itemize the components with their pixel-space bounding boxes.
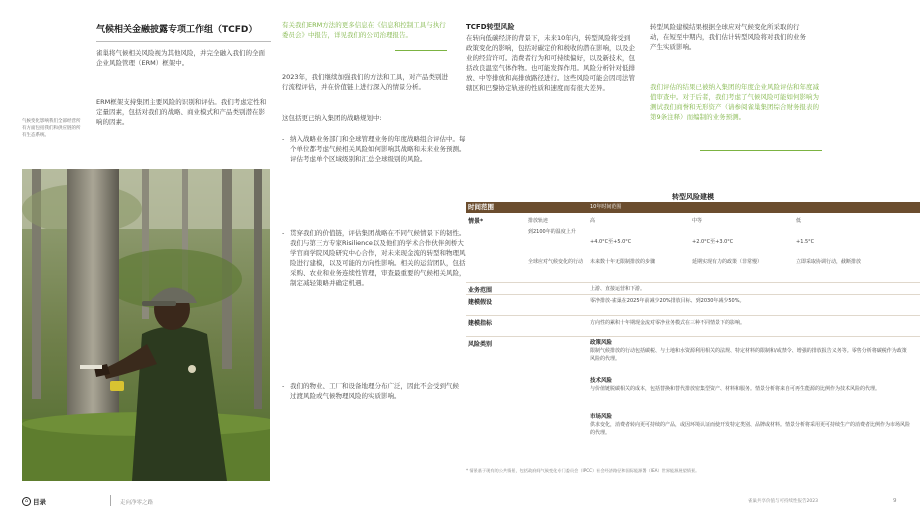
transition-result-paragraph: 转型风险建模结果根据全球应对气候变化所采取的行动，在短至中期内，我们估计转型风险将对我们的业务产生实质影响。: [650, 23, 806, 51]
row-label: 建模指标: [468, 320, 493, 327]
table-row-modeling: [466, 295, 920, 316]
sidebar-note: 气候变化影响我们全部经营所有方面包括我们和供应链的所有生态系统。: [22, 119, 81, 138]
bullet-dash: -: [282, 382, 285, 390]
modeling-value: 零净排放-雀巢在2025年前减少20%排放目标、到2030年减少50%。: [590, 298, 745, 304]
bullet-dash: -: [282, 229, 285, 237]
impairment-note[interactable]: 我们评估的结果已被纳入集团的年度企业风险评估和年度减值审查中。对于后者，我们考虑了气候风险可能如何影响为测试我们商誉和无形资产（请参阅雀巢集团综合财务报表的第9条注释）而编制的业务预测。: [650, 83, 819, 121]
erm-reference-note[interactable]: 有关我们ERM方法的更多信息在《信息和控制工具与执行委员会》中报告，详见我们的公司治理报告。: [282, 21, 446, 39]
section-title: 气候相关金融披露专项工作组（TCFD）: [96, 22, 271, 42]
table-row-scenario: [466, 214, 920, 283]
market-risk-body: 供求变化，消费者转向更可持续的产品，或因环境认证而使开发特定类别、品牌或材料。情景分析将采用更可持续生产的消费者比例作为市场风险的代理。: [590, 422, 911, 436]
business-scope-value: 上游、直接运营和下游。: [590, 286, 646, 292]
row-label: 业务范围: [468, 287, 493, 294]
bullet-2-text: 贯穿我们的价值链，评估集团战略在不同气候情景下的韧性。我们与第三方专家Risilience以及他们的学术合作伙伴剑桥大学官商学院风险研究中心合作，对未来现金流的转型和物理风险进行建模，以及可能的方向性影响。相关的运营团队，包括采购、农业和业务连续性管理，审查最重要的气候相关风险，制定减轻策略并确定机遇。: [290, 229, 466, 287]
green-underline: [395, 50, 447, 51]
action-low: 立即采取协调行动，截断排放: [796, 259, 862, 265]
table-row-category: [466, 337, 920, 459]
row-label: 情景*: [468, 218, 484, 225]
emission-medium: 中等: [692, 218, 703, 224]
bullet-3-text: 我们的物业、工厂和设备地理分布广泛，因此不会受到气候过渡风险或气候物理风险的实质影响。: [290, 382, 459, 400]
action-high: 未来数十年无限制排放的步骤: [590, 259, 656, 265]
erm-paragraph: ERM框架支持集团主要风险的识别和评估。我们考虑定性和定量因素，包括对我们的战略、商业模式和产品类别潜在影响的因素。: [96, 98, 267, 126]
temp-rise-label: 到2100年的温度上升: [528, 229, 576, 235]
planning-intro: 这包括更已纳入集团的战略规划中:: [282, 114, 382, 122]
home-icon[interactable]: ⌂: [22, 497, 31, 506]
bullet-2: [290, 228, 466, 288]
table-row-business: [466, 283, 920, 295]
table-title: 转型风险建模: [672, 193, 714, 201]
market-risk-title: 市场风险: [590, 414, 613, 420]
page-number: 9: [893, 498, 897, 504]
table-footnote: * 情景基于现有的公共情景，包括政府间气候变化专门委员会（IPCC）社会经济路径和国际能源署（IEA）世界能源展望情景。: [466, 468, 700, 473]
emission-high: 高: [590, 218, 596, 224]
intro-paragraph: 雀巢将气候相关风险视为其他风险，并完全融入我们的全面企业风险管理（ERM）框架中。: [96, 49, 265, 67]
contents-link[interactable]: 目录: [33, 498, 46, 506]
temp-medium: +2.0°C至+3.0°C: [692, 239, 734, 245]
row-label: 风险类别: [468, 341, 493, 348]
farmer-tree-illustration: [22, 169, 270, 481]
bullet-dash: -: [282, 135, 285, 143]
policy-risk-body: 限制气候排放的行动包括碳税、与土地和水资源利用相关的法规、特定材料的限制和/或禁令、增强的排放报告义务等。零售分析将碳税作为政策风险的代理。: [590, 348, 907, 362]
bullet-1: [290, 134, 466, 164]
action-medium: 延期实现有力的政策（非常慢）: [692, 259, 763, 265]
global-action-label: 全球应对气候变化的行动: [528, 259, 584, 265]
metric-value: 方向性的累积十年期现金流对零净业务模式在三种不同情景下的影响。: [590, 320, 746, 326]
tech-risk-title: 技术风险: [590, 378, 613, 384]
tech-risk-body: 与价值链脱碳相关的成本，包括替换和替代排放密集型资产、材料和服务。情景分析将来自可再生能源的比例作为技术风险的代理。: [590, 386, 881, 392]
table-header: [466, 202, 920, 213]
plantation-photo: [22, 169, 270, 481]
row-label: 建模假设: [468, 299, 493, 306]
bullet-1-text: 纳入战略业务部门和全球管理业务的年度战略组合评估中。每个单位都考虑气候相关风险如何影响其战略和未来业务预测。评估考虑单个区域级别和汇总全球级别的风险。: [290, 135, 466, 163]
header-label: 时间范围: [468, 203, 494, 211]
table-row-metric: [466, 316, 920, 337]
temp-low: +1.5°C: [796, 239, 815, 245]
emission-low: 低: [796, 218, 802, 224]
footer-divider: [110, 495, 111, 506]
emission-path-label: 排放轨迹: [528, 218, 549, 224]
temp-high: +4.0°C至+5.0°C: [590, 239, 632, 245]
footer-report-title: 雀巢共享价值与可持续性报告2023: [748, 499, 818, 504]
policy-risk-title: 政策风险: [590, 340, 613, 346]
methodology-paragraph: 2023年，我们继续加强我们的方法和工具，对产品类别进行流程评估，并在价值链上进行深入的情景分析。: [282, 73, 449, 91]
tcfd-risk-body: 在转向低碳经济的背景下，未来10年内，转型风险将受到政策变化的影响，包括对碳定价和税收的潜在影响，以及企业的经营许可。消费者行为和可持续偏好，以及新技术，包括改良温室气体作物。也可能发挥作用。风险分析针对低排放、中等排放和高排放路径进行。这些风险可能会因司法管辖区和巴黎协定轨迹的性质和速度而有很大差异。: [466, 34, 635, 92]
tcfd-risk-title: TCFD转型风险: [466, 23, 515, 31]
header-value: 10年时间范围: [590, 204, 622, 210]
green-underline: [700, 150, 822, 151]
footer-section-name[interactable]: 走向净零之路: [120, 500, 154, 506]
